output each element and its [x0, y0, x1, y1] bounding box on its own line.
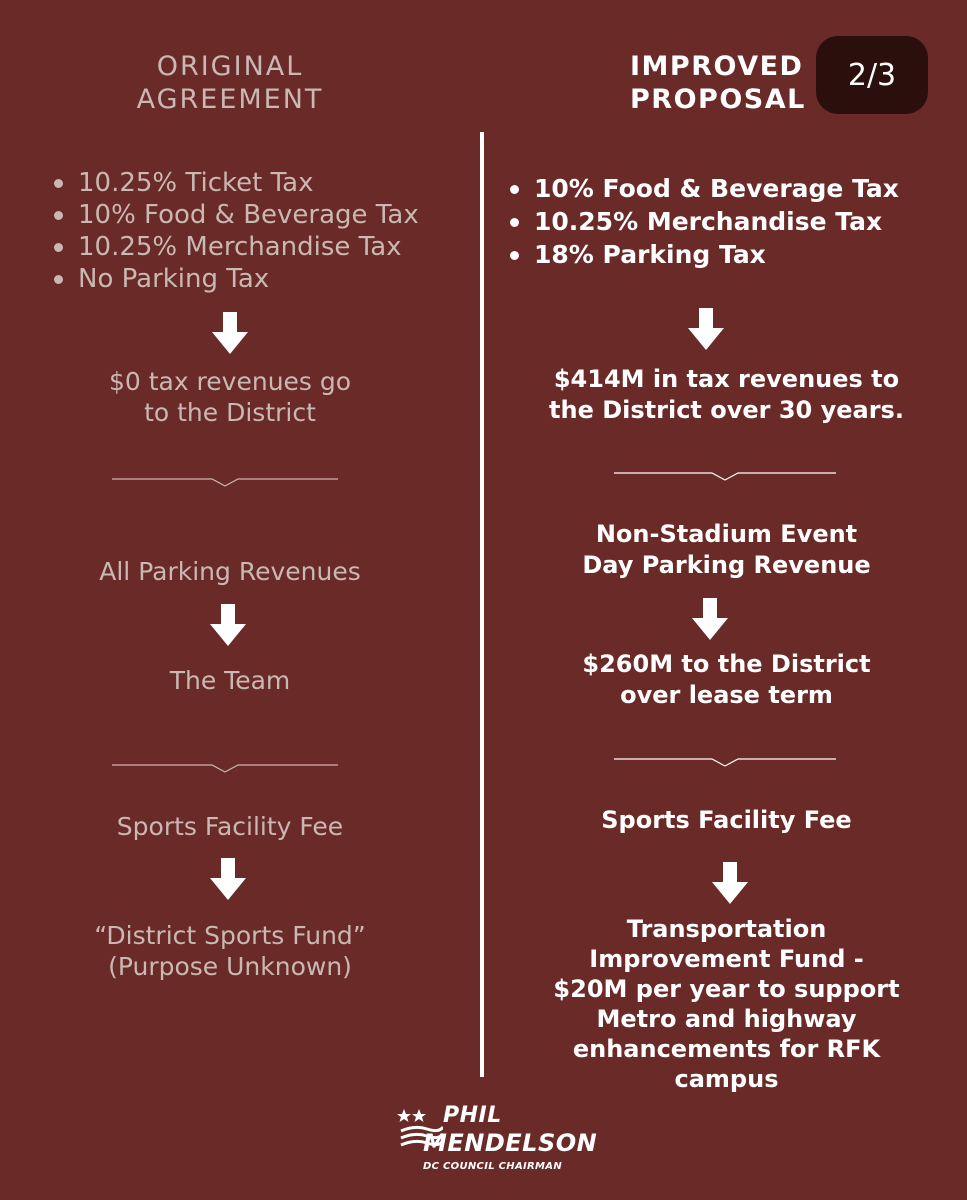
improved-tax-result	[486, 364, 967, 426]
list-item: 18% Parking Tax	[504, 238, 899, 271]
arrow-down-icon	[686, 308, 726, 352]
text-line: “District Sports Fund”	[94, 921, 366, 950]
original-agreement-heading	[0, 50, 460, 116]
heading-line: AGREEMENT	[136, 84, 324, 115]
text-line: the District over 30 years.	[549, 396, 904, 424]
improved-parking-label	[486, 519, 967, 581]
section-divider	[112, 760, 338, 774]
improved-tax-list	[504, 172, 899, 271]
section-divider	[112, 474, 338, 488]
text-line: Day Parking Revenue	[582, 551, 871, 579]
mendelson-logo	[395, 1103, 598, 1181]
section-divider	[614, 754, 836, 768]
list-item: No Parking Tax	[48, 263, 419, 295]
arrow-down-icon	[690, 598, 730, 642]
heading-line: IMPROVED	[630, 51, 804, 82]
improved-fee-result	[486, 914, 967, 1094]
improved-proposal-heading	[630, 50, 806, 116]
logo-title: DC COUNCIL CHAIRMAN	[423, 1161, 562, 1172]
original-fee-label: Sports Facility Fee	[116, 812, 344, 841]
text-line: (Purpose Unknown)	[108, 952, 352, 981]
list-item: 10.25% Ticket Tax	[48, 167, 419, 199]
logo-last-name: MENDELSON	[423, 1129, 598, 1157]
original-fee-result	[0, 920, 460, 982]
text-line: campus	[674, 1065, 779, 1093]
text-line: $260M to the District	[582, 650, 871, 678]
text-line: $20M per year to support	[553, 975, 900, 1003]
text-line: to the District	[144, 398, 316, 427]
arrow-down-icon	[710, 862, 750, 906]
arrow-down-icon	[208, 858, 248, 902]
text-line: $0 tax revenues go	[108, 367, 352, 396]
arrow-down-icon	[210, 312, 250, 356]
list-item: 10.25% Merchandise Tax	[48, 231, 419, 263]
improved-parking-result	[486, 649, 967, 711]
original-parking-label: All Parking Revenues	[99, 557, 361, 586]
text-line: enhancements for RFK	[572, 1035, 881, 1063]
list-item: 10.25% Merchandise Tax	[504, 205, 899, 238]
heading-line: ORIGINAL	[156, 51, 304, 82]
logo-first-name: PHIL	[443, 1103, 502, 1128]
original-parking-result: The Team	[169, 666, 291, 695]
text-line: Non-Stadium Event	[595, 520, 858, 548]
page-indicator-badge: 2/3	[816, 36, 928, 114]
list-item: 10% Food & Beverage Tax	[48, 199, 419, 231]
arrow-down-icon	[208, 604, 248, 648]
column-divider	[480, 132, 484, 1077]
section-divider	[614, 468, 836, 482]
text-line: Transportation	[626, 915, 827, 943]
text-line: Improvement Fund -	[589, 945, 864, 973]
text-line: over lease term	[620, 681, 833, 709]
original-tax-list	[48, 167, 419, 295]
original-tax-result	[0, 366, 460, 428]
list-item: 10% Food & Beverage Tax	[504, 172, 899, 205]
text-line: Metro and highway	[596, 1005, 857, 1033]
improved-fee-label: Sports Facility Fee	[601, 806, 852, 834]
heading-line: PROPOSAL	[630, 84, 806, 115]
text-line: $414M in tax revenues to	[553, 365, 900, 393]
